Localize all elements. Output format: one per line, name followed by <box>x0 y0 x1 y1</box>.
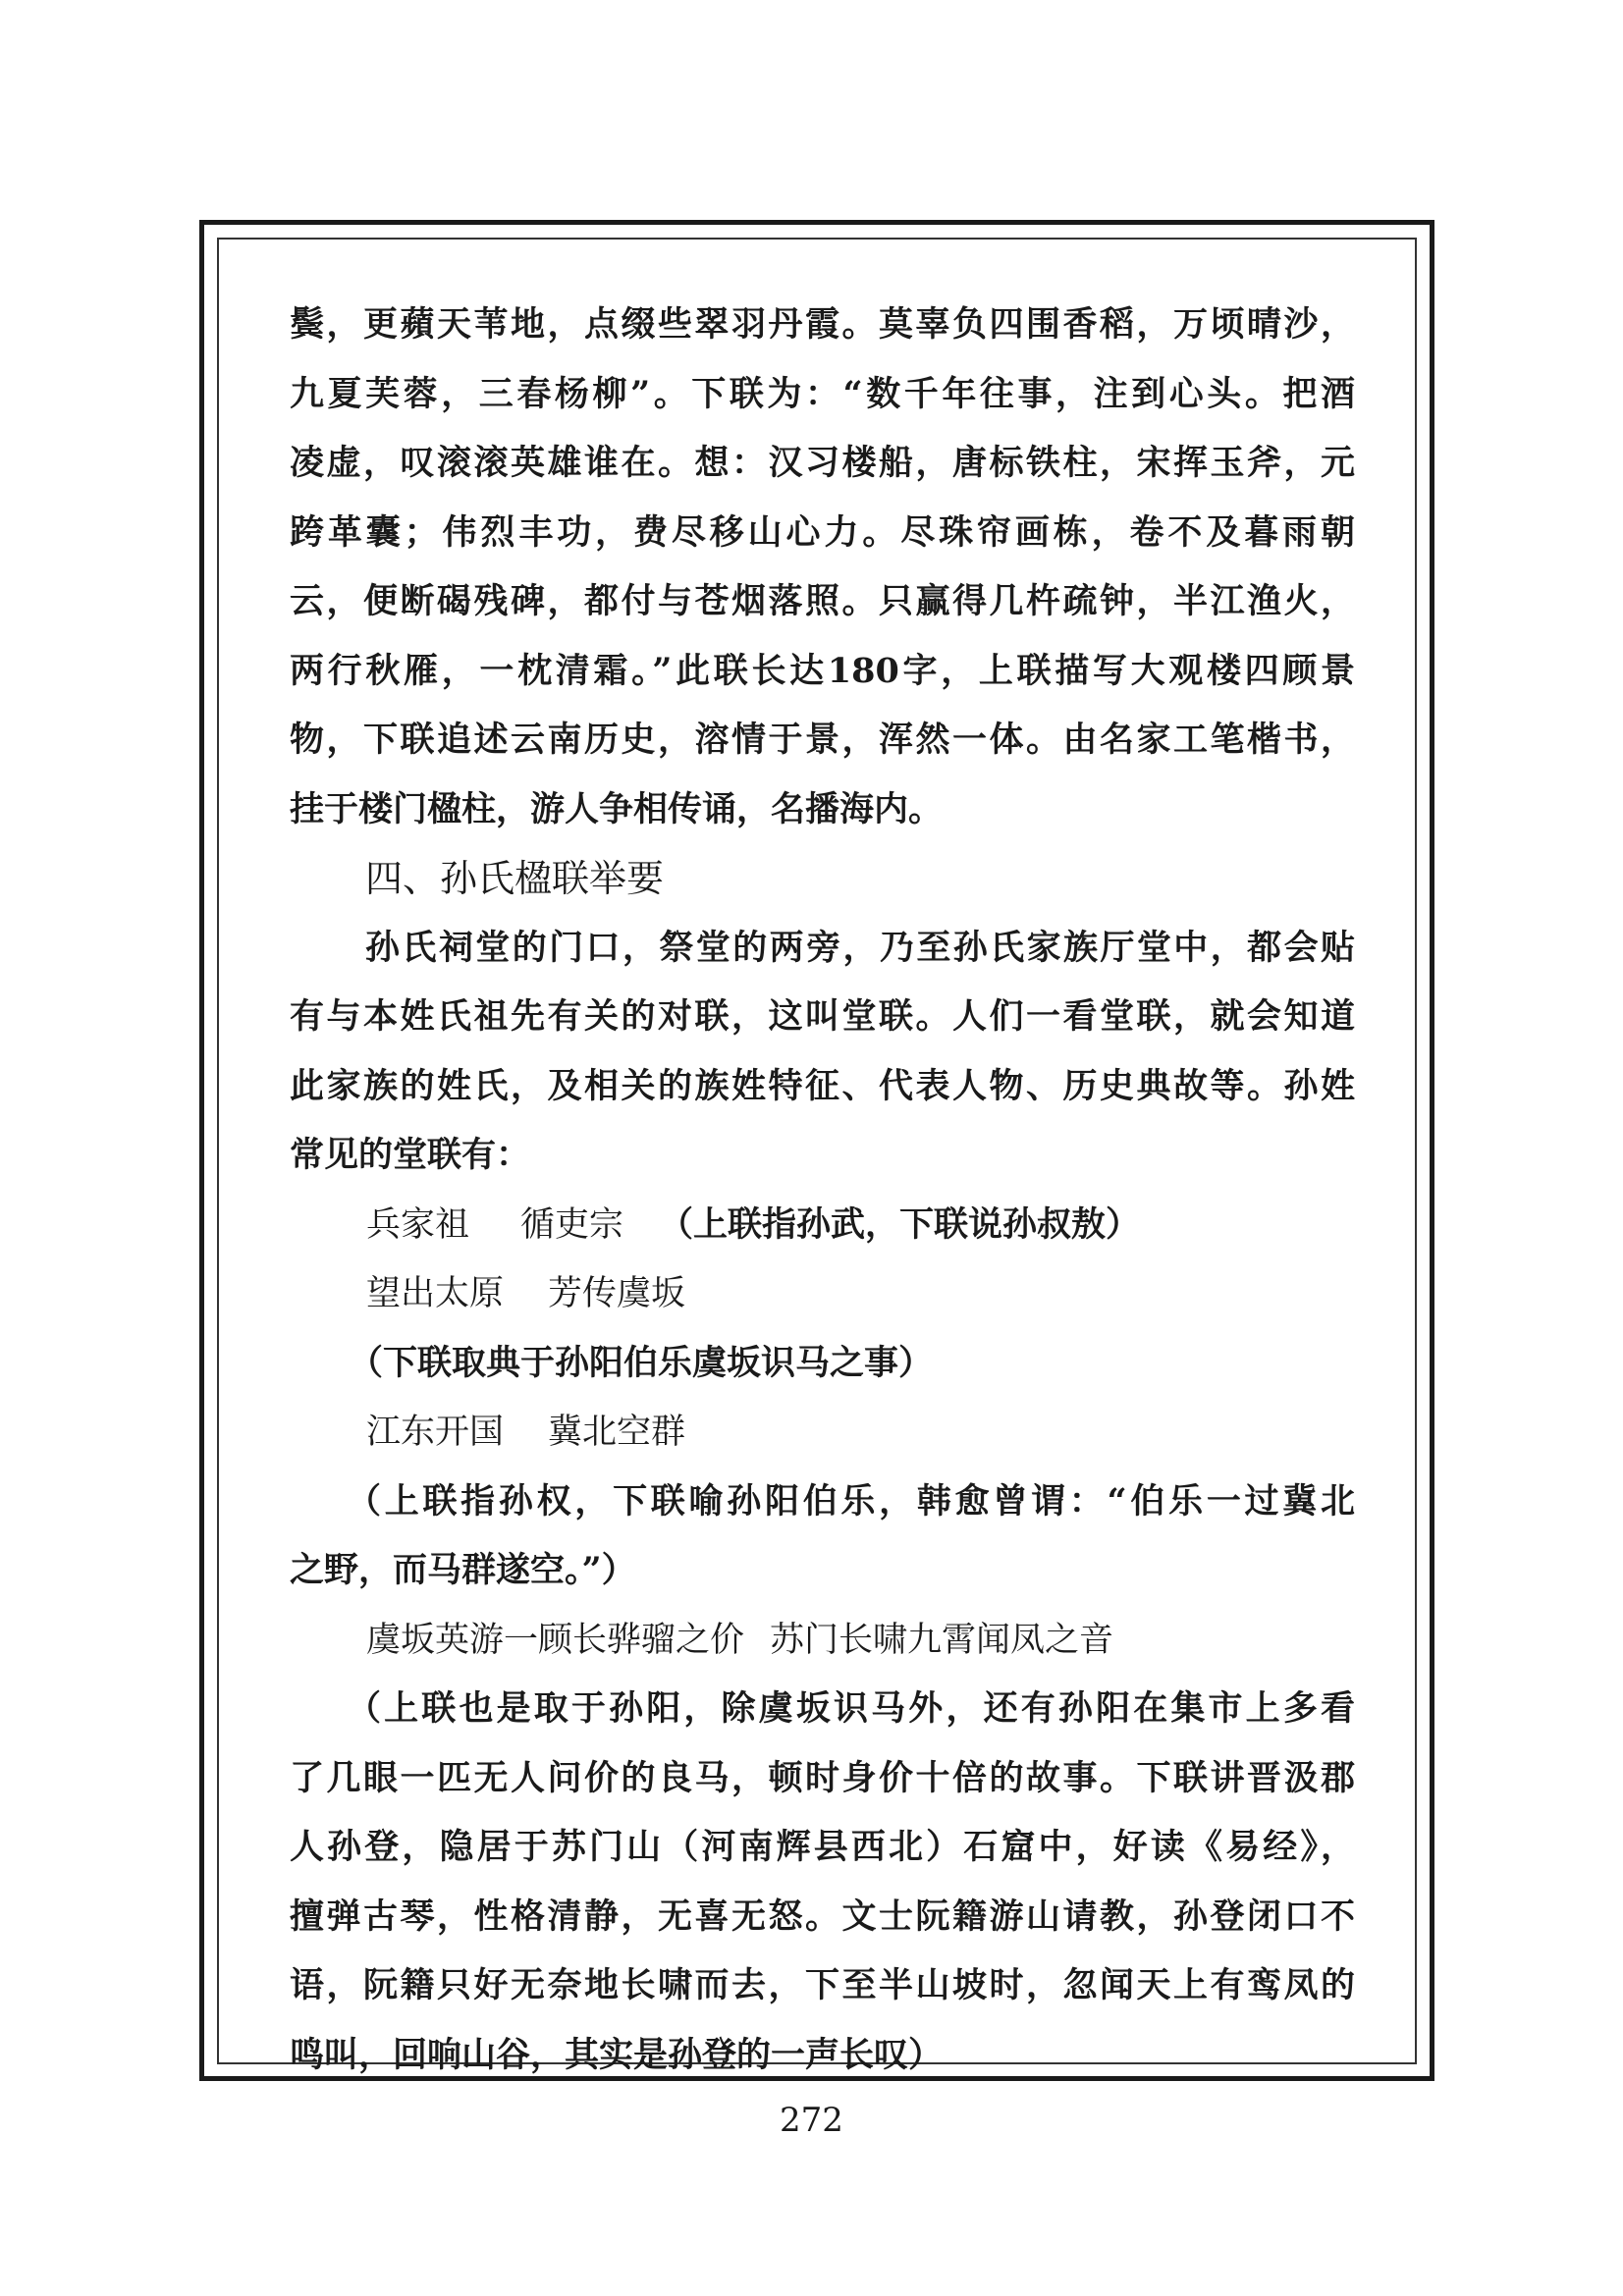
paragraph-line: 云，便断碣残碑，都付与苍烟落照。只赢得几杵疏钟，半江渔火， <box>290 581 1355 621</box>
paragraph-line: 此家族的姓氏，及相关的族姓特征、代表人物、历史典故等。孙姓 <box>290 1065 1355 1106</box>
couplet-note-line: 了几眼一匹无人问价的良马，顿时身价十倍的故事。下联讲晋汲郡 <box>290 1757 1355 1798</box>
couplet-lower: 冀北空群 <box>548 1413 686 1452</box>
couplet-upper: 兵家祖 <box>366 1204 470 1245</box>
paragraph-line: 凌虚，叹滚滚英雄谁在。想：汉习楼船，唐标铁柱，宋挥玉斧，元 <box>290 443 1355 483</box>
couplet-note: （下联取典于孙阳伯乐虞坂识马之事） <box>349 1342 934 1383</box>
page-number: 272 <box>780 2101 843 2140</box>
couplet-upper: 江东开国 <box>366 1413 505 1452</box>
couplet-entry <box>290 1606 1355 1676</box>
couplet-note-line: 之野，而马群遂空。”） <box>290 1550 636 1590</box>
paragraph-line: 常见的堂联有： <box>290 1135 531 1175</box>
couplet-upper: 望出太原 <box>366 1274 505 1313</box>
paragraph-line: 物，下联追述云南历史，溶情于景，浑然一体。由名家工笔楷书， <box>290 720 1355 760</box>
couplet-entry <box>290 1191 1355 1260</box>
couplet-note-line: （上联也是取于孙阳，除虞坂识马外，还有孙阳在集市上多看 <box>347 1688 1355 1729</box>
couplet-lower: 苏门长啸九霄闻凤之音 <box>770 1620 1114 1660</box>
couplet-upper: 虞坂英游一顾长骅骝之价 <box>366 1620 745 1660</box>
couplet-note-line: 擅弹古琴，性格清静，无喜无怒。文士阮籍游山请教，孙登闭口不 <box>290 1896 1355 1937</box>
couplet-note-line: 鸣叫，回响山谷，其实是孙登的一声长叹） <box>290 2034 944 2075</box>
couplet-entry <box>290 1259 1355 1329</box>
paragraph-line: 九夏芙蓉，三春杨柳”。下联为：“数千年往事，注到心头。把酒 <box>290 373 1355 414</box>
couplet-note-line: （上联指孙权，下联喻孙阳伯乐，韩愈曾谓：“伯乐一过冀北 <box>347 1480 1355 1522</box>
paragraph-line: 有与本姓氏祖先有关的对联，这叫堂联。人们一看堂联，就会知道 <box>290 996 1355 1037</box>
paragraph-line: 鬓，更蘋天苇地，点缀些翠羽丹霞。莫辜负四围香稻，万顷晴沙， <box>290 304 1355 345</box>
couplet-note: （上联指孙武，下联说孙叔敖） <box>659 1203 1141 1245</box>
couplet-lower: 循吏宗 <box>520 1204 624 1245</box>
couplet-entry <box>290 1398 1355 1468</box>
section-heading: 四、孙氏楹联举要 <box>365 857 665 900</box>
couplet-note-line: 语，阮籍只好无奈地长啸而去，下至半山坡时，忽闻天上有鸾凤的 <box>290 1965 1355 2005</box>
couplet-lower: 芳传虞坂 <box>548 1274 686 1313</box>
couplet-note-line: 人孙登，隐居于苏门山（河南辉县西北）石窟中，好读《易经》， <box>290 1827 1355 1867</box>
paragraph-line: 孙氏祠堂的门口，祭堂的两旁，乃至孙氏家族厅堂中，都会贴 <box>365 927 1355 968</box>
paragraph-line: 挂于楼门楹柱，游人争相传诵，名播海内。 <box>290 788 944 829</box>
paragraph-line: 两行秋雁，一枕清霜。”此联长达180字，上联描写大观楼四顾景 <box>290 650 1355 691</box>
page-body <box>290 291 1355 2090</box>
paragraph-line: 跨革囊；伟烈丰功，费尽移山心力。尽珠帘画栋，卷不及暮雨朝 <box>290 511 1355 553</box>
